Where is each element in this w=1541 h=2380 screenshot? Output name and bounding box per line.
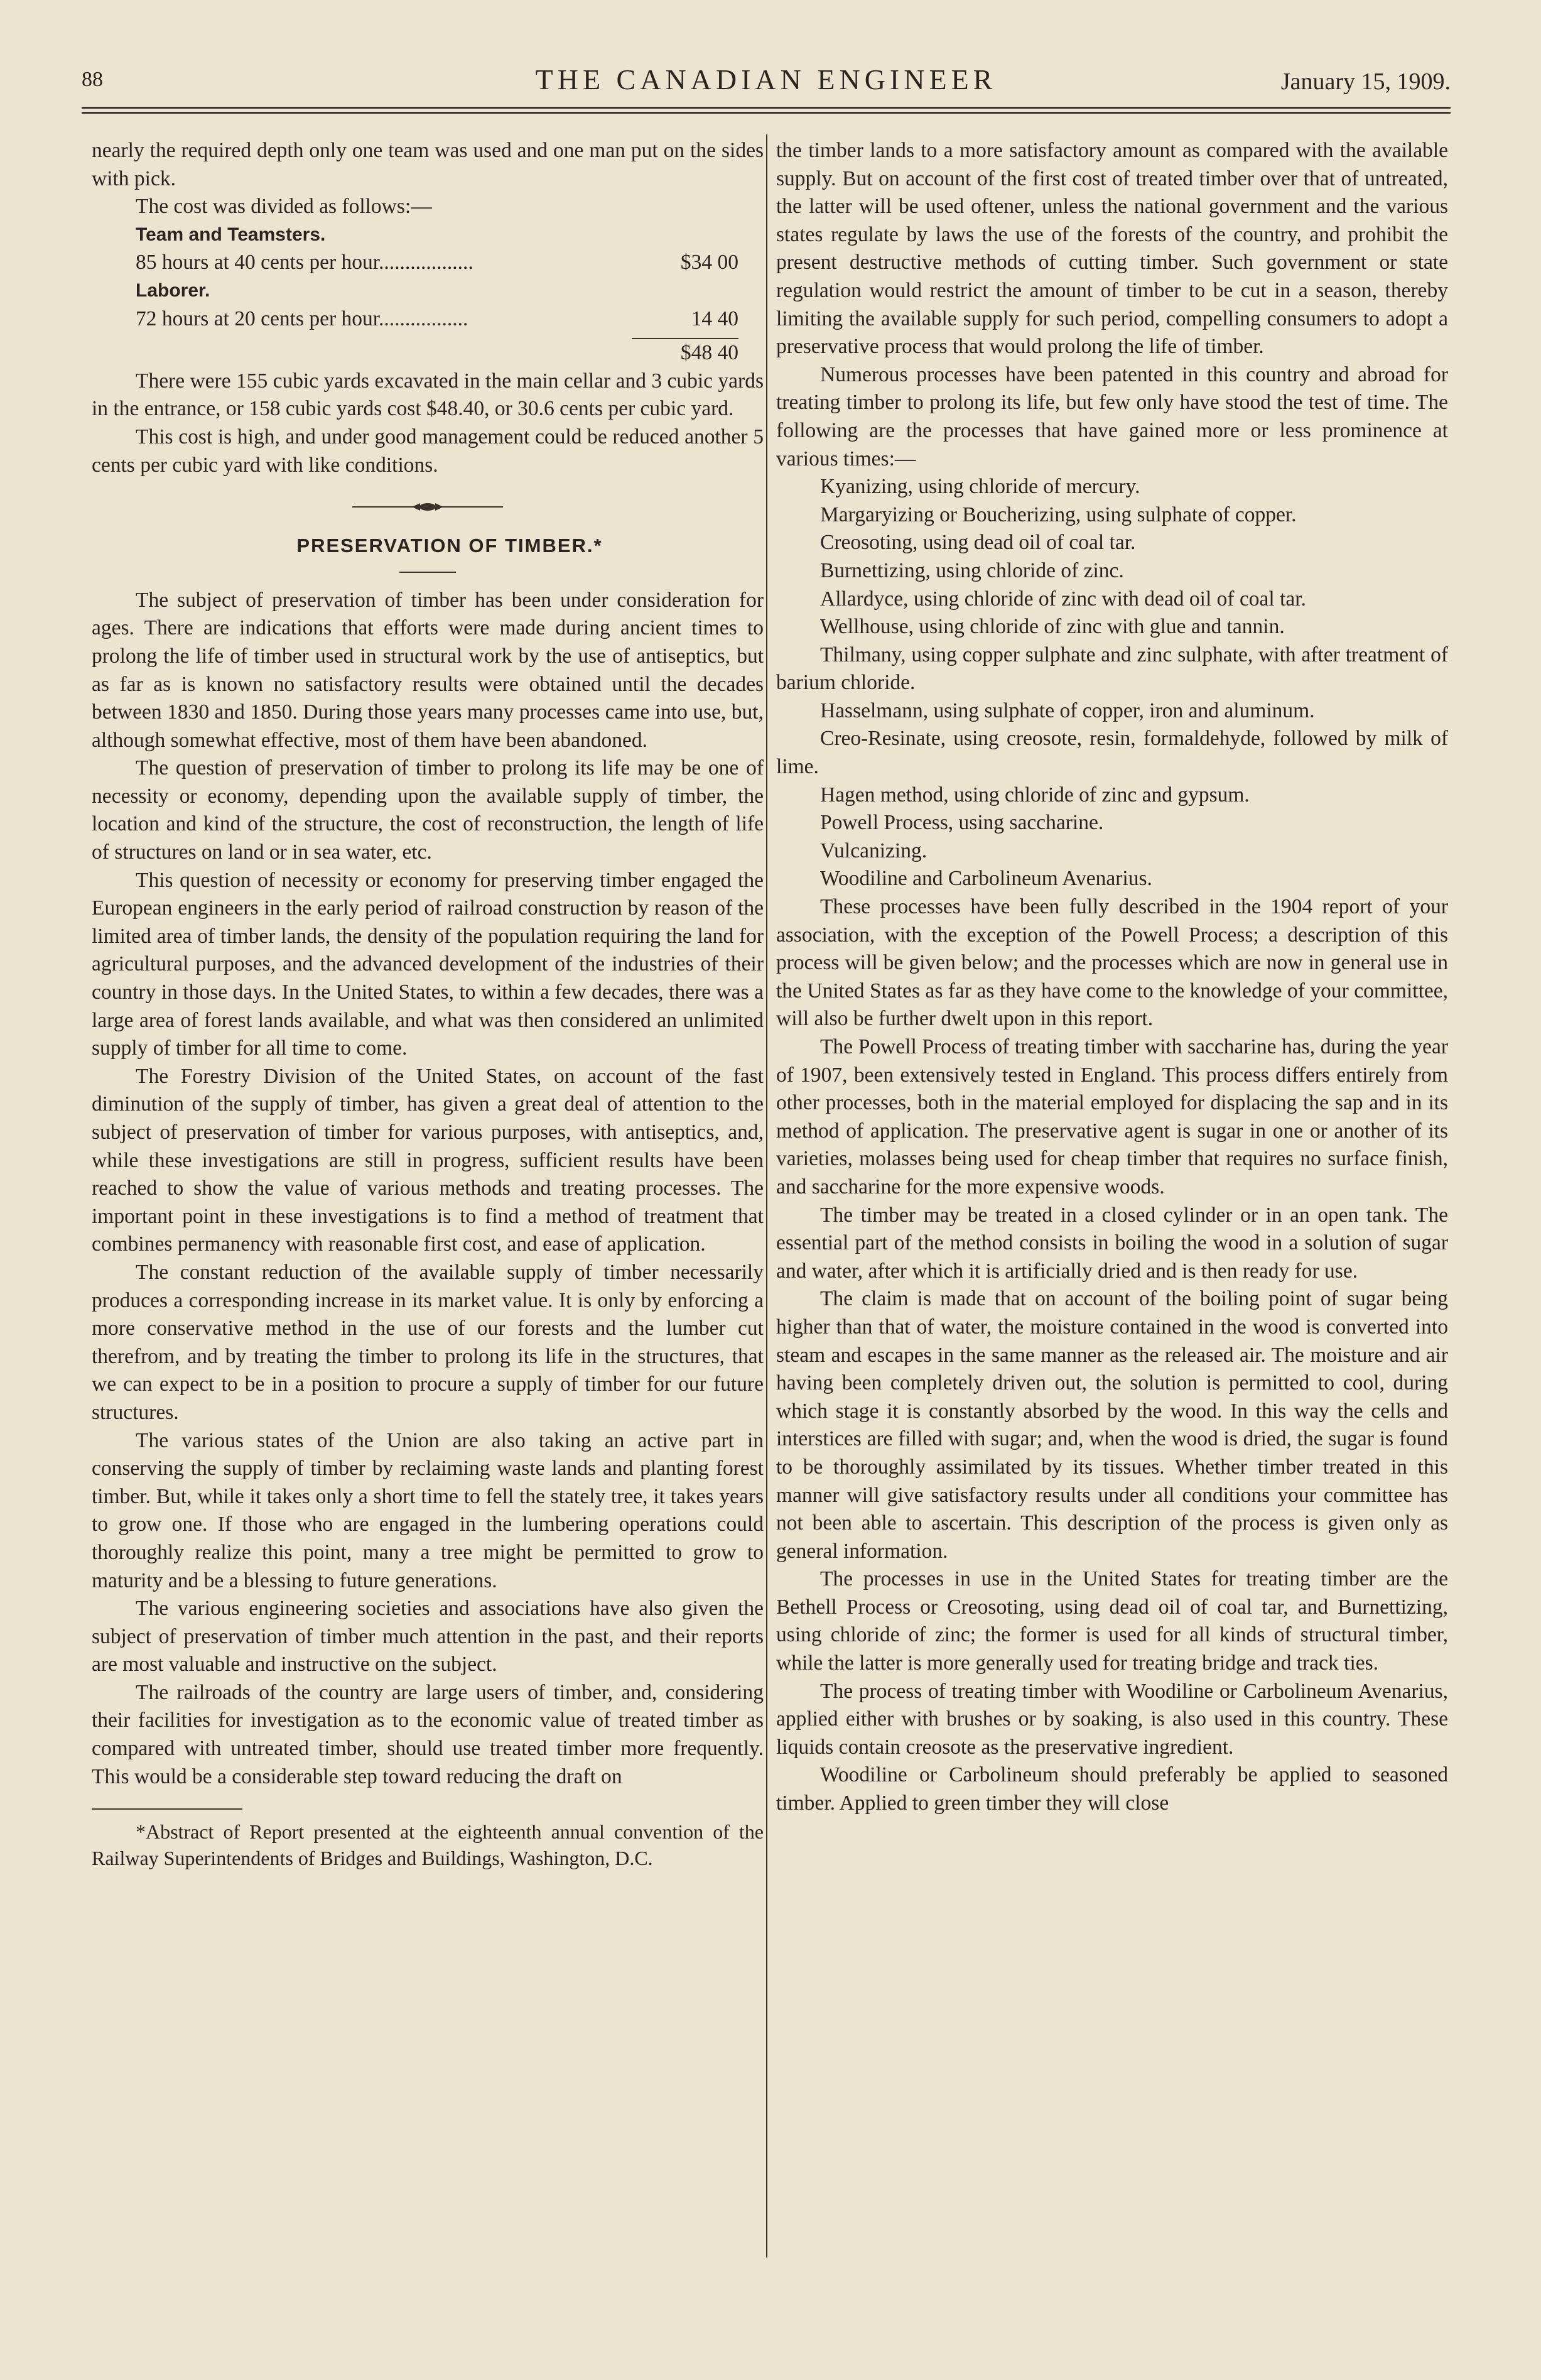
- footnote-rule: [92, 1808, 242, 1810]
- title-rule: [399, 572, 456, 573]
- laborer-cost-label: 72 hours at 20 cents per hour.................: [136, 307, 468, 330]
- article-paragraph: Woodiline or Carbolineum should preferably be applied to seasoned timber. Applied to green timber they will close: [776, 1763, 1448, 1815]
- process-item: Allardyce, using chloride of zinc with dead oil of coal tar.: [820, 587, 1306, 611]
- process-item: Woodiline and Carbolineum Avenarius.: [820, 867, 1152, 891]
- article-paragraph: The various states of the Union are also taking an active part in conserving the supply of timber by reclaiming waste lands and planting forest timber. But, while it takes only a short time to fell the stately tree, it takes years to grow one. If those who are engaged in the lumbering operations could thoroughly realize this point, many a tree might be permitted to grow to maturity and be a blessing to future generations.: [92, 1428, 764, 1592]
- process-item: Creo-Resinate, using creosote, resin, formaldehyde, followed by milk of lime.: [776, 727, 1448, 779]
- article-paragraph: The timber may be treated in a closed cylinder or in an open tank. The essential part of the method consists in boiling the wood in a solution of sugar and water, after which it is artificially dried and is then ready for use.: [776, 1203, 1448, 1283]
- process-item: Hagen method, using chloride of zinc and gypsum.: [820, 783, 1250, 807]
- article-paragraph: The claim is made that on account of the boiling point of sugar being higher than that of water, the moisture contained in the wood is converted into steam and escapes in the same manner as the released air. The moisture and air having been completely driven out, the solution is permitted to cool, during which stage it is constantly absorbed by the wood. In this way the cells and interstices are filled with sugar; and, when the wood is dried, the sugar is found to be thoroughly assimilated by its tissues. Whether timber treated in this manner will give satisfactory results under all conditions your committee has not been able to ascertain. This description of the process is given only as general information.: [776, 1287, 1448, 1563]
- laborer-heading: Laborer.: [136, 280, 210, 301]
- article-paragraph: The processes in use in the United States for treating timber are the Bethell Process or Creosoting, using dead oil of coal tar, and Burnettizing, using chloride of zinc; the former is used for all kinds of structural timber, while the latter is more generally used for treating bridge and track ties.: [776, 1567, 1448, 1675]
- team-cost-label: 85 hours at 40 cents per hour..................: [136, 251, 473, 274]
- left-column: [92, 137, 764, 1871]
- process-item: Hasselmann, using sulphate of copper, iron and aluminum.: [820, 698, 1315, 722]
- article-paragraph: The Forestry Division of the United States, on account of the fast diminution of the supply of timber, has given a great deal of attention to the subject of preservation of timber for various purposes, with antiseptics, and, while these investigations are still in progress, sufficient results have been reached to show the value of various methods and treating processes. The important point in these investigations is to find a method of treatment that combines permanency with reasonable first cost, and ease of application.: [92, 1064, 764, 1256]
- page-header: [82, 63, 1451, 101]
- cost-intro: The cost was divided as follows:—: [136, 195, 432, 219]
- header-rule-top: [82, 107, 1451, 109]
- journal-title: THE CANADIAN ENGINEER: [535, 63, 997, 95]
- article-paragraph: This question of necessity or economy for preserving timber engaged the European engineers in the early period of railroad construction by reason of the limited area of timber lands, the density of the population requiring the land for agricultural purposes, and the advanced development of the industries of their country in those days. In the United States, to within a few decades, there was a large area of forest lands available, and what was then considered an unlimited supply of timber for all time to come.: [92, 868, 764, 1060]
- reduce-paragraph: This cost is high, and under good management could be reduced another 5 cents per cubic yard with like conditions.: [92, 425, 764, 477]
- column-divider: [766, 134, 767, 2258]
- article-paragraph: The constant reduction of the available supply of timber necessarily produces a corresponding increase in its market value. It is only by enforcing a more conservative method in the use of our forests and the lumber cut therefrom, and by treating the timber to prolong its life in the structures, that we can expect to be in a position to procure a supply of timber for our future structures.: [92, 1260, 764, 1424]
- process-item: Thilmany, using copper sulphate and zinc sulphate, with after treatment of barium chloride.: [776, 643, 1448, 695]
- article-paragraph: The railroads of the country are large users of timber, and, considering their facilities for investigation as to the economic value of treated timber as compared with untreated timber, should use treated timber more frequently. This would be a considerable step toward reducing the draft on: [92, 1680, 764, 1788]
- header-rule-bottom: [82, 112, 1451, 114]
- article-paragraph: These processes have been fully described in the 1904 report of your association, with the exception of the Powell Process; a description of this process will be given below; and the processes which are now in general use in the United States as far as they have come to the knowledge of your committee, will also be further dwelt upon in this report.: [776, 895, 1448, 1031]
- article-title: PRESERVATION OF TIMBER.*: [296, 535, 603, 557]
- intro-paragraph: nearly the required depth only one team was used and one man put on the sides with pick.: [92, 139, 764, 190]
- footnote: *Abstract of Report presented at the eighteenth annual convention of the Railway Superintendents of Bridges and Buildings, Washington, D.C.: [92, 1820, 764, 1870]
- issue-date: January 15, 1909.: [1280, 68, 1451, 95]
- process-item: Kyanizing, using chloride of mercury.: [820, 475, 1140, 499]
- cost-total: $48 40: [680, 341, 738, 365]
- process-item: Powell Process, using saccharine.: [820, 811, 1104, 835]
- laborer-cost-amount: 14 40: [691, 307, 738, 330]
- section-ornament: [352, 501, 503, 513]
- processes-intro: Numerous processes have been patented in this country and abroad for treating timber to prolong its life, but few only have stood the test of time. The following are the processes that have gained more or less prominence at various times:—: [776, 362, 1448, 470]
- yards-paragraph: There were 155 cubic yards excavated in the main cellar and 3 cubic yards in the entrance, or 158 cubic yards cost $48.40, or 30.6 cents per cubic yard.: [92, 369, 764, 421]
- process-item: Wellhouse, using chloride of zinc with glue and tannin.: [820, 615, 1285, 639]
- page-number: 88: [82, 68, 103, 91]
- laborer-cost-line: [92, 305, 764, 334]
- team-cost-line: [92, 249, 764, 277]
- team-heading: Team and Teamsters.: [136, 224, 326, 245]
- article-paragraph: The Powell Process of treating timber with saccharine has, during the year of 1907, been extensively tested in England. This process differs entirely from other processes, both in the material employed for displacing the sap and in its method of application. The preservative agent is sugar in one or another of its varieties, molasses being used for cheap timber that requires no surface finish, and saccharine for the more expensive woods.: [776, 1035, 1448, 1198]
- article-paragraph: The question of preservation of timber to prolong its life may be one of necessity or economy, depending upon the available supply of timber, the location and kind of the structure, the cost of reconstruction, the length of life of structures on land or in sea water, etc.: [92, 756, 764, 864]
- team-cost-amount: $34 00: [680, 251, 738, 274]
- continued-paragraph: the timber lands to a more satisfactory amount as compared with the available supply. But on account of the first cost of treated timber over that of untreated, the latter will be used oftener, unless the national government and the various states regulate by laws the use of the forests of the country, and prohibit the present destructive methods of cutting timber. Such government or state regulation would restrict the amount of timber to be cut in a season, thereby limiting the available supply for such period, compelling consumers to adopt a preservative process that would prolong the life of timber.: [776, 139, 1448, 359]
- article-paragraph: The various engineering societies and associations have also given the subject of preservation of timber much attention in the past, and their reports are most valuable and instructive on the subject.: [92, 1597, 764, 1676]
- process-item: Margaryizing or Boucherizing, using sulphate of copper.: [820, 503, 1297, 526]
- process-item: Vulcanizing.: [820, 839, 927, 862]
- article-paragraph: The subject of preservation of timber has been under consideration for ages. There are indications that efforts were made during ancient times to prolong the life of timber used in structural work by the use of antiseptics, but as far as is known no satisfactory results were obtained until the decades between 1830 and 1850. During those years many processes came into use, but, although somewhat effective, most of them have been abandoned.: [92, 588, 764, 752]
- process-item: Burnettizing, using chloride of zinc.: [820, 558, 1124, 582]
- process-item: Creosoting, using dead oil of coal tar.: [820, 531, 1136, 555]
- article-paragraph: The process of treating timber with Woodiline or Carbolineum Avenarius, applied either with brushes or by soaking, is also used in this country. These liquids contain creosote as the preservative ingredient.: [776, 1679, 1448, 1759]
- right-column: [776, 137, 1448, 1818]
